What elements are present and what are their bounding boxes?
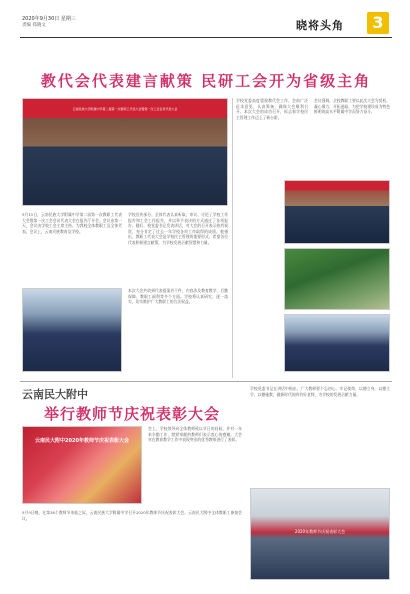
- section-divider: [20, 381, 392, 382]
- meeting-photo: [22, 98, 228, 206]
- article1-col2: 学校宣传部分。全体代表认真听取、审议、讨论了学校工作报告和工会工作报告，并以举手表决的方式通过了各项报告。随后，校党委书记发表讲话，对大会的召开表示热烈祝贺，充分肯定了过去一年学校各项工作取得的成绩。他指出，教职工代表大会是学校民主管理的重要形式，希望各位代表积极建言献策，为学校发展贡献智慧和力量。: [128, 212, 228, 245]
- teachers-day-photo: [22, 426, 142, 504]
- article2-headline: 举行教师节庆祝表彰大会: [43, 405, 220, 423]
- newspaper-page: [20, 8, 392, 586]
- small-meeting-photo: [284, 180, 390, 244]
- section-title: 晓将头角: [296, 19, 344, 32]
- article1-col5: 会议强调，全校教职工要以此次大会为契机，凝心聚力，开拓进取，为把学校建设成为特色鲜明的高水平附属中学而努力奋斗。: [314, 98, 390, 115]
- article2-col1: 9月9日晚，在第36个教师节来临之际，云南民族大学附属中学召开2020年教师节庆祝表彰大会。云南民大附中全体教职工参加会议。: [22, 510, 242, 521]
- page-number: 3: [367, 12, 389, 34]
- issue-date: 2020年9月30日 星期三: [22, 16, 76, 22]
- delegates-photo: [22, 288, 122, 372]
- meeting-banner-text: 云南民族大学附属中学第二届第一次教职工代表大会暨第一次工会会员代表大会: [72, 107, 178, 111]
- article1-col1: 9月15日，云南民族大学附属中学第二届第一次教职工代表大会暨第一次工会会员代表大会在报告厅开会。会议由第一天，会议由学校工会主席主持，为我校全体教职工及全体代表。会议上，云南民族教育及学校。: [22, 212, 122, 234]
- award-stage-photo: [250, 488, 390, 580]
- stage-banner-text: 2020年教师节庆祝表彰大会: [294, 529, 346, 534]
- article1-headline: 教代会代表建言献策 民研工会开为省级主角: [40, 72, 372, 90]
- article1-col4: 学校党委高度重视教代会工作，会前广泛征求意见，认真筹备，确保大会顺利召开。本次大会的成功召开，标志着学校民主管理工作迈上了新台阶。: [236, 98, 308, 120]
- article2-col2: 会上，学校领导向全体教师致以节日的问候，并对一年来辛勤工作、默默奉献的教师们表示衷心的感谢。大会对在教育教学工作中表现突出的优秀教师进行了表彰。: [148, 426, 242, 443]
- teachers-day-banner-text: 云南民大附中2020年教师节庆祝表彰大会: [35, 438, 129, 444]
- page-header: [20, 8, 392, 38]
- column-rule: [232, 98, 233, 378]
- group-photo: [284, 314, 390, 372]
- article2-col3: 学校党委书记在讲话中指出，广大教师要不忘初心、牢记使命，以德立身、以德立学、以德施教，做新时代的四有好老师，为学校的发展贡献力量。: [250, 386, 390, 397]
- campus-tree-photo: [284, 248, 390, 310]
- editor-line: 责编 郑晓文: [22, 23, 46, 28]
- article1-col3: 本次大会共收到代表提案若干件，内容涉及教育教学、后勤保障、教职工福利等多个方面。学校将认真研究、逐一落实，切实维护广大教职工的合法权益。: [128, 288, 228, 305]
- article2-section-label: 云南民大附中: [22, 388, 88, 401]
